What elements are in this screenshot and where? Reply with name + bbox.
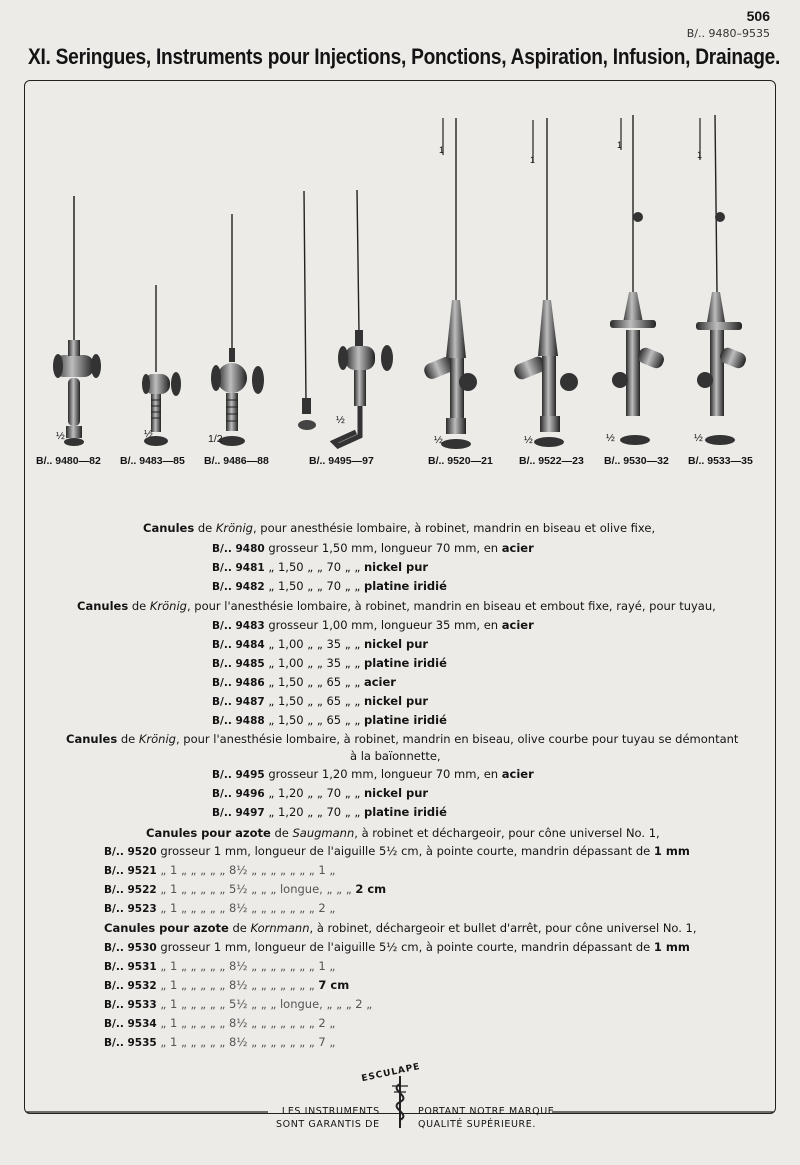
footer-left: LES INSTRUMENTS SONT GARANTIS DE (276, 1106, 380, 1130)
table-row: B/.. 9532 „ 1 „ „ „ „ „ 8½ „ „ „ „ „ „ „ 7 cm (104, 978, 350, 992)
table-row: B/.. 9523 „ 1 „ „ „ „ „ 8½ „ „ „ „ „ „ „ 2 „ (104, 901, 336, 915)
figure-label: B/.. 9495—97 (309, 455, 374, 467)
figure-label: B/.. 9480—82 (36, 455, 101, 467)
section-heading: Canules de Krönig, pour l'anesthésie lombaire, à robinet, mandrin en biseau et embout fixe, rayé, pour tuyau, (77, 599, 716, 613)
section-heading: Canules de Krönig, pour l'anesthésie lombaire, à robinet, mandrin en biseau, olive courbe pour tuyau se démontant (66, 732, 739, 746)
scale-mark: 1 (530, 155, 536, 165)
section-heading: Canules pour azote de Saugmann, à robinet et déchargeoir, pour cône universel No. 1, (146, 826, 660, 840)
scale-mark: ½ (694, 432, 703, 444)
table-row: B/.. 9484 „ 1,00 „ „ 35 „ „ nickel pur (212, 637, 429, 651)
scale-mark: 1 (439, 145, 445, 155)
table-row: B/.. 9488 „ 1,50 „ „ 65 „ „ platine iridié (212, 713, 447, 727)
section-heading: Canules pour azote de Kornmann, à robinet, déchargeoir et bullet d'arrêt, pour cône universel No. 1, (104, 921, 697, 935)
figure-label: B/.. 9530—32 (604, 455, 669, 467)
table-row: B/.. 9531 „ 1 „ „ „ „ „ 8½ „ „ „ „ „ „ „ 1 „ (104, 959, 336, 973)
scale-mark: ½ (144, 428, 153, 440)
table-row: B/.. 9487 „ 1,50 „ „ 65 „ „ nickel pur (212, 694, 429, 708)
scale-mark: 1/2 (208, 433, 223, 445)
page-number: 506 (746, 8, 770, 24)
page-title: XI. Seringues, Instruments pour Injections, Ponctions, Aspiration, Infusion, Drainage. (28, 44, 781, 69)
table-row: B/.. 9533 „ 1 „ „ „ „ „ 5½ „ „ „ longue, „ „ „ 2 „ (104, 997, 373, 1011)
scale-mark: 1 (617, 140, 623, 150)
footer-right: PORTANT NOTRE MARQUE QUALITÉ SUPÉRIEURE. (418, 1106, 555, 1130)
scale-mark: 1 (697, 150, 703, 160)
scale-mark: ½ (336, 414, 345, 426)
table-row: B/.. 9534 „ 1 „ „ „ „ „ 8½ „ „ „ „ „ „ „ 2 „ (104, 1016, 336, 1030)
section-heading: Canules de Krönig, pour anesthésie lombaire, à robinet, mandrin en biseau et olive fixe, (143, 521, 656, 535)
figure-label: B/.. 9486—88 (204, 455, 269, 467)
figure-label: B/.. 9522—23 (519, 455, 584, 467)
table-row: B/.. 9481 „ 1,50 „ „ 70 „ „ nickel pur (212, 560, 429, 574)
table-row: B/.. 9495 grosseur 1,20 mm, longueur 70 mm, en acier (212, 767, 534, 781)
scale-mark: ½ (56, 430, 65, 442)
table-row: B/.. 9522 „ 1 „ „ „ „ „ 5½ „ „ „ longue, „ „ „ 2 cm (104, 882, 387, 896)
figure-label: B/.. 9520—21 (428, 455, 493, 467)
table-row: B/.. 9497 „ 1,20 „ „ 70 „ „ platine iridié (212, 805, 447, 819)
scale-mark: ½ (524, 434, 533, 446)
table-row: B/.. 9530 grosseur 1 mm, longueur de l'aiguille 5½ cm, à pointe courte, mandrin dépassant de 1 mm (104, 940, 690, 954)
table-row: B/.. 9496 „ 1,20 „ „ 70 „ „ nickel pur (212, 786, 429, 800)
table-row: B/.. 9482 „ 1,50 „ „ 70 „ „ platine iridié (212, 579, 447, 593)
table-row: B/.. 9535 „ 1 „ „ „ „ „ 8½ „ „ „ „ „ „ „ 7 „ (104, 1035, 336, 1049)
scale-mark: ½ (606, 432, 615, 444)
section-heading-line2: à la baïonnette, (350, 749, 441, 763)
table-row: B/.. 9521 „ 1 „ „ „ „ „ 8½ „ „ „ „ „ „ „ 1 „ (104, 863, 336, 877)
scale-mark: ½ (434, 434, 443, 446)
table-row: B/.. 9483 grosseur 1,00 mm, longueur 35 mm, en acier (212, 618, 534, 632)
table-row: B/.. 9485 „ 1,00 „ „ 35 „ „ platine iridié (212, 656, 447, 670)
esculape-logo-text: ESCULAPE (360, 1061, 422, 1085)
table-row: B/.. 9486 „ 1,50 „ „ 65 „ „ acier (212, 675, 396, 689)
table-row: B/.. 9480 grosseur 1,50 mm, longueur 70 mm, en acier (212, 541, 534, 555)
figure-label: B/.. 9483—85 (120, 455, 185, 467)
range-reference: B/.. 9480–9535 (686, 27, 770, 40)
figure-label: B/.. 9533—35 (688, 455, 753, 467)
table-row: B/.. 9520 grosseur 1 mm, longueur de l'aiguille 5½ cm, à pointe courte, mandrin dépassant de 1 mm (104, 844, 690, 858)
